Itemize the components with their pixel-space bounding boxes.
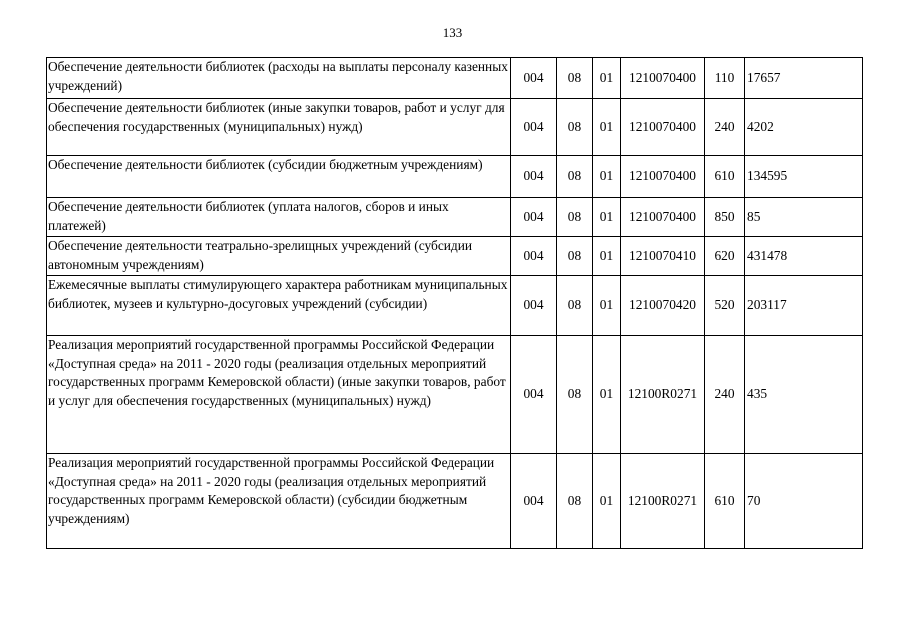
subsection-code: 01 xyxy=(593,198,621,237)
subsection-code: 01 xyxy=(593,454,621,549)
row-description: Ежемесячные выплаты стимулирующего характера работникам муниципальных библиотек, музеев и культурно-досуговых учреждений (субсидии) xyxy=(47,276,511,336)
row-description: Обеспечение деятельности библиотек (уплата налогов, сборов и иных платежей) xyxy=(47,198,511,237)
section-code: 08 xyxy=(557,454,593,549)
target-article-code: 1210070410 xyxy=(621,237,705,276)
budget-table xyxy=(46,57,863,549)
expense-type-code: 240 xyxy=(705,99,745,156)
amount-value: 70 xyxy=(745,454,863,549)
target-article-code: 1210070400 xyxy=(621,58,705,99)
table-row xyxy=(47,237,863,276)
expense-type-code: 110 xyxy=(705,58,745,99)
section-code: 08 xyxy=(557,336,593,454)
subsection-code: 01 xyxy=(593,58,621,99)
row-description: Обеспечение деятельности театрально-зрелищных учреждений (субсидии автономным учреждениям) xyxy=(47,237,511,276)
target-article-code: 12100R0271 xyxy=(621,336,705,454)
section-code: 08 xyxy=(557,237,593,276)
amount-value: 435 xyxy=(745,336,863,454)
subsection-code: 01 xyxy=(593,336,621,454)
table-row xyxy=(47,454,863,549)
section-code: 08 xyxy=(557,198,593,237)
row-description: Обеспечение деятельности библиотек (субсидии бюджетным учреждениям) xyxy=(47,156,511,198)
table-row xyxy=(47,156,863,198)
expense-type-code: 610 xyxy=(705,156,745,198)
section-code: 08 xyxy=(557,58,593,99)
amount-value: 134595 xyxy=(745,156,863,198)
amount-value: 4202 xyxy=(745,99,863,156)
section-code: 08 xyxy=(557,156,593,198)
subsection-code: 01 xyxy=(593,156,621,198)
expense-type-code: 610 xyxy=(705,454,745,549)
ved-code: 004 xyxy=(511,276,557,336)
target-article-code: 1210070400 xyxy=(621,99,705,156)
table-row xyxy=(47,336,863,454)
ved-code: 004 xyxy=(511,198,557,237)
ved-code: 004 xyxy=(511,99,557,156)
page-number: 133 xyxy=(442,25,463,40)
ved-code: 004 xyxy=(511,237,557,276)
row-description: Обеспечение деятельности библиотек (расходы на выплаты персоналу казенных учреждений) xyxy=(47,58,511,99)
subsection-code: 01 xyxy=(593,276,621,336)
ved-code: 004 xyxy=(511,336,557,454)
amount-value: 431478 xyxy=(745,237,863,276)
ved-code: 004 xyxy=(511,454,557,549)
target-article-code: 12100R0271 xyxy=(621,454,705,549)
ved-code: 004 xyxy=(511,156,557,198)
amount-value: 17657 xyxy=(745,58,863,99)
target-article-code: 1210070400 xyxy=(621,198,705,237)
ved-code: 004 xyxy=(511,58,557,99)
expense-type-code: 850 xyxy=(705,198,745,237)
table-row xyxy=(47,99,863,156)
subsection-code: 01 xyxy=(593,237,621,276)
row-description: Реализация мероприятий государственной программы Российской Федерации «Доступная среда» на 2011 - 2020 годы (реализация отдельных мероприятий государственных программ Кемеровской области) (субсидии бюджетным учреждениям) xyxy=(47,454,511,549)
subsection-code: 01 xyxy=(593,99,621,156)
expense-type-code: 240 xyxy=(705,336,745,454)
table-row xyxy=(47,58,863,99)
row-description: Обеспечение деятельности библиотек (иные закупки товаров, работ и услуг для обеспечения государственных (муниципальных) нужд) xyxy=(47,99,511,156)
target-article-code: 1210070420 xyxy=(621,276,705,336)
amount-value: 203117 xyxy=(745,276,863,336)
expense-type-code: 620 xyxy=(705,237,745,276)
expense-type-code: 520 xyxy=(705,276,745,336)
table-row xyxy=(47,198,863,237)
row-description: Реализация мероприятий государственной программы Российской Федерации «Доступная среда» на 2011 - 2020 годы (реализация отдельных мероприятий государственных программ Кемеровской области) (иные закупки товаров, работ и услуг для обеспечения государственных (муниципальных) нужд) xyxy=(47,336,511,454)
table-row xyxy=(47,276,863,336)
target-article-code: 1210070400 xyxy=(621,156,705,198)
section-code: 08 xyxy=(557,276,593,336)
amount-value: 85 xyxy=(745,198,863,237)
section-code: 08 xyxy=(557,99,593,156)
